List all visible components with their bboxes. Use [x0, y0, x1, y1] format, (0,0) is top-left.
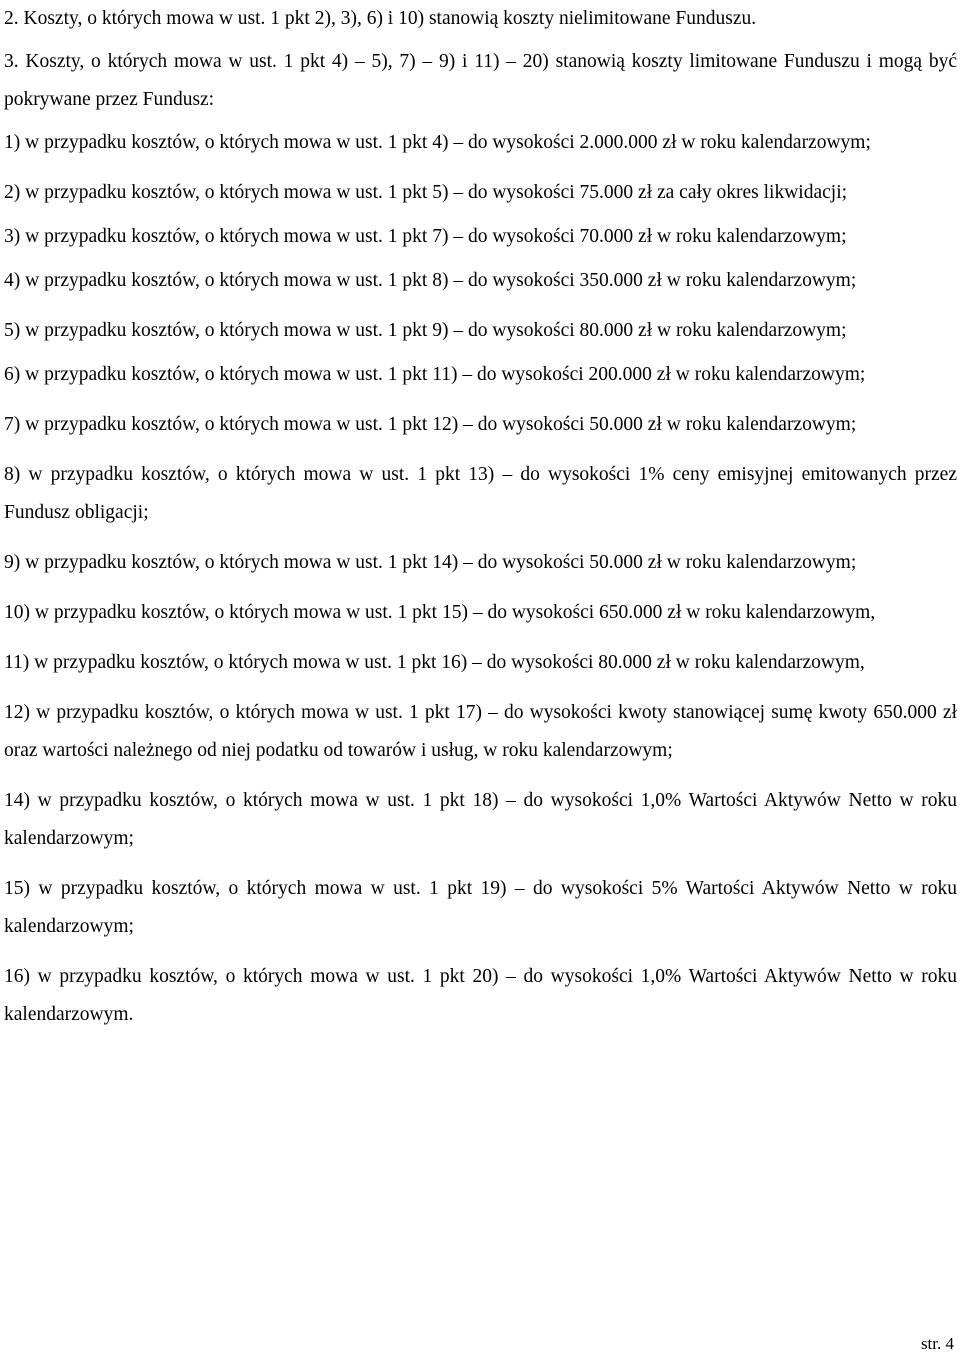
paragraph-3: 3. Koszty, o których mowa w ust. 1 pkt 4) – 5), 7) – 9) i 11) – 20) stanowią koszty limitowane Funduszu i mogą być pokrywane przez Fundusz: [4, 51, 957, 110]
list-item-16: 16) w przypadku kosztów, o których mowa w ust. 1 pkt 20) – do wysokości 1,0% Wartości Aktywów Netto w roku kalendarzowym. [4, 966, 957, 1025]
list-item-1: 1) w przypadku kosztów, o których mowa w ust. 1 pkt 4) – do wysokości 2.000.000 zł w roku kalendarzowym; [4, 132, 871, 153]
list-item-15: 15) w przypadku kosztów, o których mowa w ust. 1 pkt 19) – do wysokości 5% Wartości Aktywów Netto w roku kalendarzowym; [4, 878, 957, 937]
document-body [4, 0, 957, 1034]
list-item-12: 12) w przypadku kosztów, o których mowa w ust. 1 pkt 17) – do wysokości kwoty stanowiącej sumę kwoty 650.000 zł oraz wartości należnego od niej podatku od towarów i usług, w roku kalendarzowym; [4, 702, 957, 761]
list-item-6: 6) w przypadku kosztów, o których mowa w ust. 1 pkt 11) – do wysokości 200.000 zł w roku kalendarzowym; [4, 364, 866, 385]
list-item-11: 11) w przypadku kosztów, o których mowa w ust. 1 pkt 16) – do wysokości 80.000 zł w roku kalendarzowym, [4, 652, 865, 673]
page-number: str. 4 [920, 1334, 954, 1353]
list-item-9: 9) w przypadku kosztów, o których mowa w ust. 1 pkt 14) – do wysokości 50.000 zł w roku kalendarzowym; [4, 552, 857, 573]
list-item-7: 7) w przypadku kosztów, o których mowa w ust. 1 pkt 12) – do wysokości 50.000 zł w roku kalendarzowym; [4, 414, 857, 435]
list-item-5: 5) w przypadku kosztów, o których mowa w ust. 1 pkt 9) – do wysokości 80.000 zł w roku kalendarzowym; [4, 320, 847, 341]
list-item-14: 14) w przypadku kosztów, o których mowa w ust. 1 pkt 18) – do wysokości 1,0% Wartości Aktywów Netto w roku kalendarzowym; [4, 790, 957, 849]
list-item-10: 10) w przypadku kosztów, o których mowa w ust. 1 pkt 15) – do wysokości 650.000 zł w roku kalendarzowym, [4, 602, 876, 623]
list-item-2: 2) w przypadku kosztów, o których mowa w ust. 1 pkt 5) – do wysokości 75.000 zł za cały okres likwidacji; [4, 182, 848, 203]
list-item-3: 3) w przypadku kosztów, o których mowa w ust. 1 pkt 7) – do wysokości 70.000 zł w roku kalendarzowym; [4, 226, 847, 247]
paragraph-2: 2. Koszty, o których mowa w ust. 1 pkt 2), 3), 6) i 10) stanowią koszty nielimitowane Funduszu. [4, 8, 757, 29]
list-item-8: 8) w przypadku kosztów, o których mowa w ust. 1 pkt 13) – do wysokości 1% ceny emisyjnej emitowanych przez Fundusz obligacji; [4, 464, 957, 523]
list-item-4: 4) w przypadku kosztów, o których mowa w ust. 1 pkt 8) – do wysokości 350.000 zł w roku kalendarzowym; [4, 270, 857, 291]
